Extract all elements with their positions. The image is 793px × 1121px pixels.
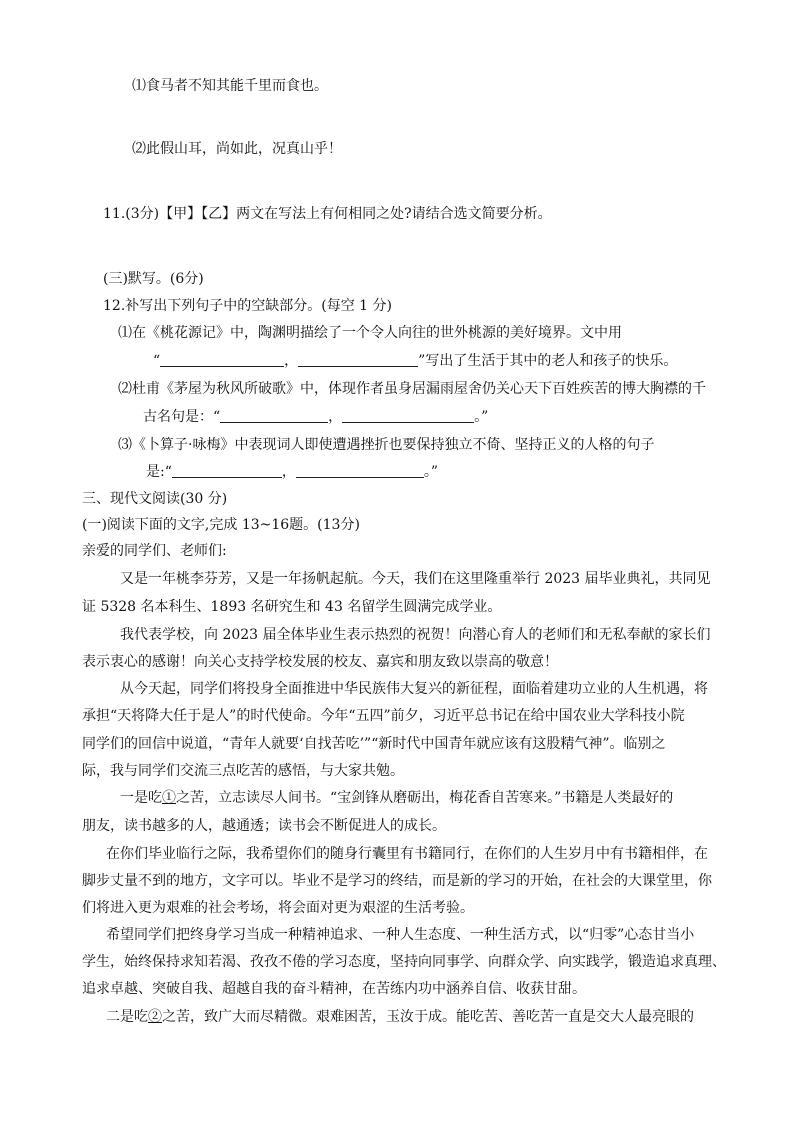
paragraph-5-line-1: 在你们毕业临行之际，我希望你们的随身行囊里有书籍同行，在你们的人生岁月中有书籍相伴，在	[106, 846, 708, 862]
paragraph-3-line-4: 际，我与同学们交流三点吃苦的感悟，与大家共勉。	[82, 763, 404, 779]
modern-reading-subtitle: (一)阅读下面的文字,完成 13~16题。(13分)	[82, 517, 360, 533]
answer-blank[interactable]	[172, 463, 282, 478]
paragraph-3-line-3: 同学们的回信中说道，“青年人就要‘自找苦吃’”“新时代中国青年就应该有这股精气神”。临别之	[82, 736, 666, 752]
dictation-item-1-line-1: ⑴在《桃花源记》中，陶渊明描绘了一个令人向往的世外桃源的美好境界。文中用	[118, 325, 622, 341]
paragraph-1-line-1: 又是一年桃李芬芳，又是一年扬帆起航。今天，我们在这里隆重举行 2023 届毕业典礼，共同见	[120, 571, 711, 587]
dictation-item-3-line-1: ⑶《卜算子·咏梅》中表现词人即使遭遇挫折也要保持独立不倚、坚持正义的人格的句子	[118, 437, 655, 453]
paragraph-6-line-2: 学生，始终保持求知若渴、孜孜不倦的学习态度，坚持向同事学、向群众学、向实践学，锻造追求真理、	[82, 954, 726, 970]
modern-reading-section-title: 三、现代文阅读(30 分)	[82, 491, 228, 507]
blank-1: ①	[162, 790, 176, 806]
answer-blank[interactable]	[160, 352, 284, 367]
paragraph-1-line-2: 证 5328 名本科生、1893 名研究生和 43 名留学生圆满完成学业。	[82, 599, 502, 615]
paragraph-2-line-2: 表示衷心的感谢！向关心支持学校发展的校友、嘉宾和朋友致以崇高的敬意！	[82, 654, 558, 670]
dictation-item-1-line-2: “ ， ”写出了生活于其中的老人和孩子的快乐。	[153, 353, 678, 369]
paragraph-4-line-1: 一是吃①之苦，立志读尽人间书。“宝剑锋从磨砺出，梅花香自苦寒来。”书籍是人类最好的	[120, 790, 674, 806]
paragraph-3-line-2: 承担“天将降大任于是人”的时代使命。今年“五四”前夕，习近平总书记在给中国农业大学科技小院	[82, 708, 685, 724]
question-12-title: 12.补写出下列句子中的空缺部分。(每空 1 分)	[103, 298, 392, 314]
dictation-section-title: (三)默写。(6分)	[103, 271, 204, 287]
paragraph-2-line-1: 我代表学校，向 2023 届全体毕业生表示热烈的祝贺！向潜心育人的老师们和无私奉献的家长们	[120, 627, 711, 643]
paragraph-6-line-1: 希望同学们把终身学习当成一种精神追求、一种人生态度、一种生活方式，以“归零”心态甘当小	[106, 927, 695, 943]
paragraph-7-line-1: 二是吃②之苦，致广大而尽精微。艰难困苦，玉汝于成。能吃苦、善吃苦一直是交大人最亮眼的	[106, 1009, 694, 1025]
question-11: 11.(3分)【甲】【乙】两文在写法上有何相同之处?请结合选文简要分析。	[103, 206, 552, 222]
dictation-item-2-line-1: ⑵杜甫《茅屋为秋风所破歌》中，体现作者虽身居漏雨屋舍仍关心天下百姓疾苦的博大胸襟的千	[118, 381, 706, 397]
answer-blank[interactable]	[342, 408, 474, 423]
salutation: 亲爱的同学们、老师们:	[82, 543, 227, 559]
dictation-item-2-line-2: 古名句是：“ ， 。”	[143, 409, 489, 425]
paragraph-3-line-1: 从今天起，同学们将投身全面推进中华民族伟大复兴的新征程，面临着建功立业的人生机遇，将	[120, 681, 708, 697]
dictation-item-3-line-2: 是:“ ， 。”	[146, 464, 439, 480]
paragraph-5-line-2: 脚步丈量不到的地方，文字可以。毕业不是学习的终结，而是新的学习的开始，在社会的大课堂里，你	[82, 873, 712, 889]
translation-item-2: ⑵此假山耳，尚如此，况真山乎！	[132, 141, 342, 157]
paragraph-4-line-2: 朋友，读书越多的人，越通透；读书会不断促进人的成长。	[82, 818, 446, 834]
blank-2: ②	[148, 1009, 162, 1025]
paragraph-5-line-3: 们将进入更为艰难的社会考场，将会面对更为艰涩的生活考验。	[82, 900, 474, 916]
translation-item-1: ⑴食马者不知其能千里而食也。	[132, 78, 328, 94]
answer-blank[interactable]	[296, 463, 424, 478]
answer-blank[interactable]	[298, 352, 418, 367]
paragraph-6-line-3: 追求卓越、突破自我、超越自我的奋斗精神，在苦练内功中涵养自信、收获甘甜。	[82, 981, 586, 997]
answer-blank[interactable]	[220, 408, 328, 423]
